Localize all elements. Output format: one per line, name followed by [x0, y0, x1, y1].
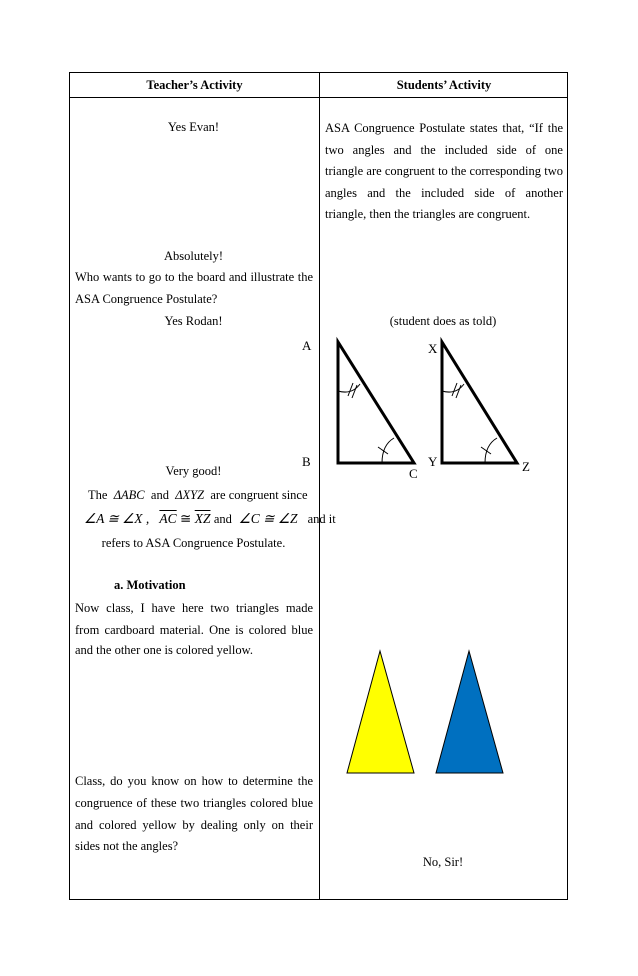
tick-a-2 [352, 385, 357, 398]
label-c: C [409, 466, 418, 481]
label-x: X [428, 341, 438, 356]
header-teachers-activity: Teacher’s Activity [146, 78, 243, 92]
tick-x-1 [452, 383, 457, 396]
teacher-yes-rodan: Yes Rodan! [164, 314, 223, 328]
congruence-statement-line1: The ΔABC and ΔXYZ are congruent since [88, 488, 308, 502]
student-no-sir: No, Sir! [422, 855, 464, 869]
student-does-as-told: (student does as told) [389, 314, 497, 328]
label-y: Y [428, 454, 438, 469]
blue-triangle [436, 651, 503, 773]
teacher-who-wants-line1: Who wants to go to the board and illustrate the [75, 270, 313, 284]
question-line1: Class, do you know on how to determine the [75, 774, 313, 788]
label-a: A [302, 338, 312, 353]
angle-c-congruent-z: ∠C ≅ ∠Z [238, 511, 298, 526]
yellow-triangle [347, 651, 414, 773]
motivation-heading: a. Motivation [114, 578, 186, 592]
triangle-xyz [442, 342, 517, 463]
tick-x-2 [456, 385, 461, 398]
tick-a-1 [348, 383, 353, 396]
triangle-abc-symbol: ΔABC [113, 488, 145, 502]
segment-xz: $\overline{XZ}$ [194, 511, 211, 526]
header-students-activity: Students’ Activity [396, 78, 492, 92]
teacher-absolutely: Absolutely! [163, 249, 224, 263]
student-asa-line1: ASA Congruence Postulate states that, “If the [325, 121, 563, 135]
label-z: Z [522, 459, 530, 474]
teacher-yes-evan: Yes Evan! [167, 120, 220, 134]
question-line3: and colored yellow by dealing only on their [75, 818, 313, 832]
student-asa-line3: triangle are congruent to the corresponding two [325, 164, 563, 178]
motivation-line1: Now class, I have here two triangles made [75, 601, 313, 615]
question-line2: congruence of these two triangles colored blue [75, 796, 313, 810]
motivation-line2: from cardboard material. One is colored blue [75, 623, 313, 637]
triangle-xyz-symbol: ΔXYZ [175, 488, 205, 502]
label-b: B [302, 454, 311, 469]
teacher-very-good: Very good! [165, 464, 222, 478]
student-asa-line4: angles and the included side of another [325, 186, 563, 200]
angle-a-congruent-x: ∠A ≅ ∠X , [84, 511, 150, 526]
student-asa-line2: two angles and the included side of one [325, 143, 563, 157]
segment-ac: $\overline{AC}$ [159, 511, 177, 526]
triangle-abc [338, 342, 414, 463]
congruence-statement-line3: refers to ASA Congruence Postulate. [101, 536, 286, 550]
student-asa-line5: triangle, then the triangles are congruent. [325, 207, 531, 221]
congruence-statement-line2: ∠A ≅ ∠X , $\overline{AC}$ ≅ $\overline{XZ}$ and ∠C ≅ ∠Z and it [84, 511, 336, 526]
motivation-line3: and the other one is colored yellow. [75, 643, 253, 657]
teacher-who-wants-line2: ASA Congruence Postulate? [75, 292, 218, 306]
question-line4: sides not the angles? [75, 839, 179, 853]
